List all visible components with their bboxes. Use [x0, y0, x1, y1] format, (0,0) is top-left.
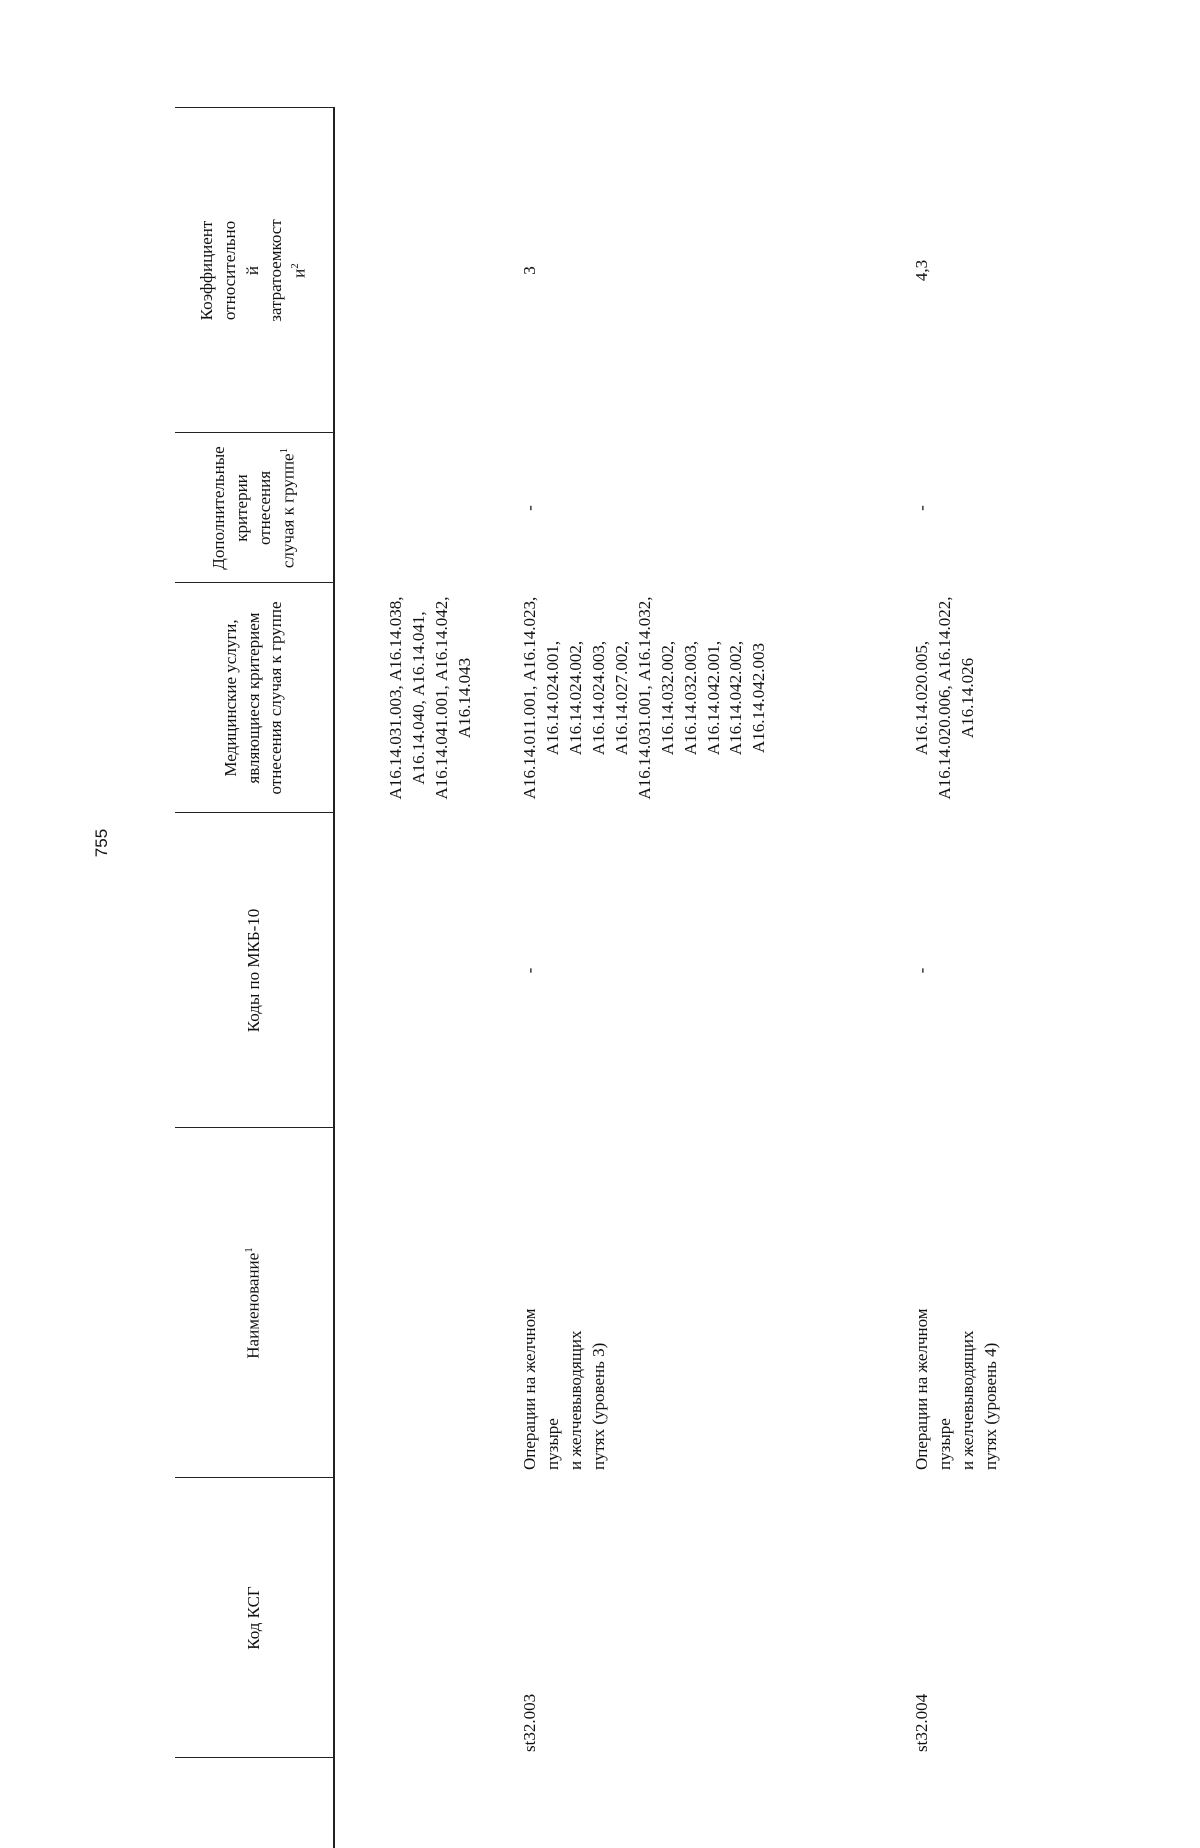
- page-number: 755: [87, 813, 117, 873]
- continuation-services-cell: [383, 583, 517, 813]
- name-line: путях (уровень 3): [588, 1136, 611, 1470]
- header-name-sup: 1: [243, 1247, 255, 1253]
- header-coefficient: [175, 108, 334, 433]
- name-line: Операции на желчном: [519, 1136, 542, 1470]
- service-code-line: А16.14.031.003, А16.14.038,: [385, 591, 408, 805]
- ksg-table: [175, 108, 1113, 1848]
- service-code-line: А16.14.042.001,: [703, 591, 726, 805]
- header-coef-sup: 2: [289, 263, 301, 269]
- header-criteria: [175, 433, 334, 583]
- name-line: путях (уровень 4): [980, 1136, 1003, 1470]
- header-name-text: Наименование: [244, 1253, 263, 1359]
- service-code-line: А16.14.011.001, А16.14.023,: [519, 591, 542, 805]
- header-services-line: Медицинские услуги,: [220, 592, 243, 805]
- ksg-code-cell: st32.003: [517, 1478, 909, 1758]
- service-code-line: А16.14.032.002,: [657, 591, 680, 805]
- table-spacer-row: [334, 108, 383, 1848]
- name-cell: [909, 1128, 1113, 1478]
- mkb-cell: -: [909, 813, 1113, 1128]
- header-mkb: Коды по МКБ-10: [175, 813, 334, 1128]
- header-services-line: являющиеся критерием: [243, 592, 266, 805]
- service-code-line: А16.14.041.001, А16.14.042,: [431, 591, 454, 805]
- header-name: [175, 1128, 334, 1478]
- service-code-line: А16.14.027.002,: [611, 591, 634, 805]
- table-row: [909, 108, 1113, 1848]
- service-code-line: А16.14.032.003,: [680, 591, 703, 805]
- service-code-line: А16.14.043: [454, 591, 477, 805]
- table-row-continuation: [383, 108, 517, 1848]
- service-code-line: А16.14.026: [957, 591, 980, 805]
- service-code-line: А16.14.024.001,: [542, 591, 565, 805]
- criteria-cell: -: [909, 433, 1113, 583]
- header-coef-line: затратоемкост: [265, 117, 288, 425]
- header-criteria-line: [277, 442, 301, 575]
- service-code-line: А16.14.020.005,: [911, 591, 934, 805]
- header-services-line: отнесения случая к группе: [265, 592, 288, 805]
- table-header-row: [175, 108, 334, 1848]
- name-cell: [517, 1128, 909, 1478]
- service-code-line: А16.14.024.002,: [565, 591, 588, 805]
- service-code-line: А16.14.042.002,: [725, 591, 748, 805]
- header-criteria-text: случая к группе: [278, 453, 297, 568]
- name-line: и желчевыводящих: [957, 1136, 980, 1470]
- header-coef-line: относительно: [219, 117, 242, 425]
- header-code-label: Код КСГ: [175, 1478, 334, 1758]
- header-coef-line: й: [242, 117, 265, 425]
- table-container: [175, 108, 1200, 1848]
- name-line: пузыре: [542, 1136, 565, 1470]
- coefficient-cell: 4,3: [909, 108, 1113, 433]
- criteria-cell: -: [517, 433, 909, 583]
- name-line: и желчевыводящих: [565, 1136, 588, 1470]
- header-code: [175, 1758, 334, 1848]
- table-row: [517, 108, 909, 1848]
- header-coef-line: Коэффициент: [196, 117, 219, 425]
- ksg-code-cell: st32.004: [909, 1478, 1113, 1758]
- header-coef-text: и: [290, 269, 309, 278]
- header-criteria-line: Дополнительные: [208, 442, 231, 575]
- header-coef-line: [288, 117, 312, 425]
- services-cell: [517, 583, 909, 813]
- service-code-line: А16.14.042.003: [748, 591, 771, 805]
- services-cell: [909, 583, 1113, 813]
- name-line: пузыре: [934, 1136, 957, 1470]
- service-code-line: А16.14.024.003,: [588, 591, 611, 805]
- name-line: Операции на желчном: [911, 1136, 934, 1470]
- service-code-line: А16.14.040, А16.14.041,: [408, 591, 431, 805]
- service-code-line: А16.14.031.001, А16.14.032,: [634, 591, 657, 805]
- mkb-cell: -: [517, 813, 909, 1128]
- header-criteria-line: критерии отнесения: [231, 442, 277, 575]
- header-services: [175, 583, 334, 813]
- coefficient-cell: 3: [517, 108, 909, 433]
- service-code-line: А16.14.020.006, А16.14.022,: [934, 591, 957, 805]
- header-criteria-sup: 1: [278, 448, 290, 454]
